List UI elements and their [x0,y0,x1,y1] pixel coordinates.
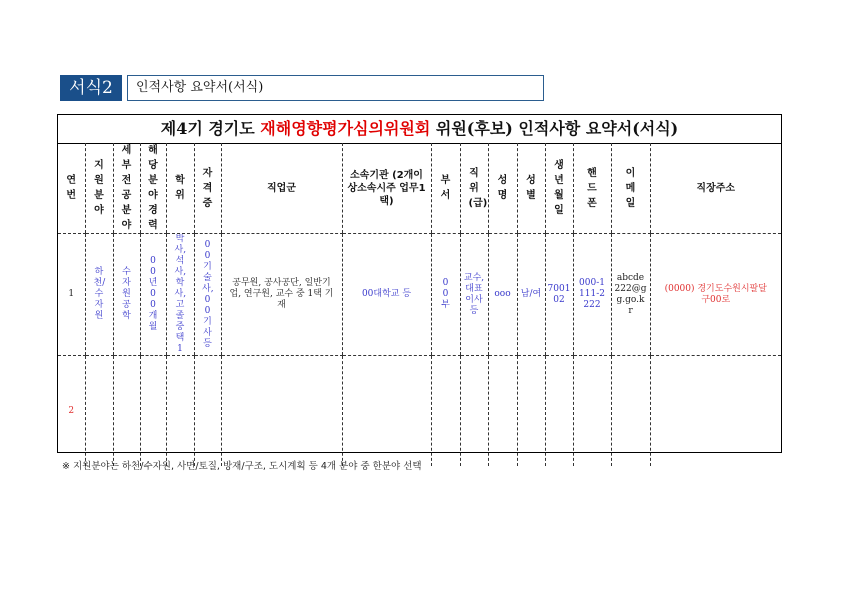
cell-empty [221,356,342,467]
cell-empty [517,356,545,467]
cell-empty [431,356,460,467]
cell-empty [85,356,113,467]
cell-empty [545,356,573,467]
footnote: ※ 지원분야는 하천/수자원, 사면/토질, 방재/구조, 도시계획 등 4개 분야 중 한분야 선택 [62,461,422,472]
cell-empty [611,356,650,467]
cell-birth: 700102 [545,234,573,356]
title-highlight: 재해영향평가심의위원회 [260,119,431,138]
cell-org: 00대학교 등 [342,234,431,356]
col-header-major: 세부전공분야 [113,143,140,234]
title-prefix: 제4기 경기도 [160,119,261,138]
col-header-position: 직위(급) [460,143,488,234]
cell-empty [460,356,488,467]
cell-no: 1 [58,234,85,356]
cell-empty [488,356,517,467]
col-header-no: 연번 [58,143,85,234]
table-row [58,356,781,467]
title-suffix: 위원(후보) 인적사항 요약서(서식) [430,119,679,138]
cell-empty [194,356,221,467]
cell-job: 공무원, 공사공단, 일반기업, 연구원, 교수 중 1택 기재 [221,234,342,356]
cell-phone: 000-1111-2222 [573,234,611,356]
col-header-address: 직장주소 [650,143,781,234]
col-header-field: 지원분야 [85,143,113,234]
col-header-license: 자격증 [194,143,221,234]
cell-degree: 박사,석사,학사,고졸중택1 [166,234,194,356]
col-header-phone: 핸드폰 [573,143,611,234]
cell-career: 00년00개월 [140,234,166,356]
cell-address: (0000) 경기도수원시팔달구00로 [650,234,781,356]
header-row [58,143,781,234]
cell-field: 하천/수자원 [85,234,113,356]
col-header-birth: 생년월일 [545,143,573,234]
cell-license: 00기술사, 00기사등 [194,234,221,356]
col-header-job: 직업군 [221,143,342,234]
cell-no: 2 [68,406,75,416]
col-header-email: 이메일 [611,143,650,234]
summary-sheet [57,114,782,453]
col-header-degree: 학위 [166,143,194,234]
document-title [58,115,781,144]
col-header-dept: 부서 [431,143,460,234]
cell-position: 교수, 대표이사등 [460,234,488,356]
cell-email: abcde222@gg.go.kr [611,234,650,356]
cell-name: ooo [488,234,517,356]
col-header-name: 성명 [488,143,517,234]
cell-empty [342,356,431,467]
col-header-gender: 성별 [517,143,545,234]
applicant-table [58,143,781,466]
cell-empty [140,356,166,467]
cell-dept: 00부 [431,234,460,356]
cell-empty [166,356,194,467]
form-number-badge: 서식2 [60,75,122,101]
cell-major: 수자원공학 [113,234,140,356]
cell-empty [573,356,611,467]
cell-gender: 남/여 [517,234,545,356]
col-header-org: 소속기관 (2개이상소속시주 업무1택) [342,143,431,234]
table-row [58,234,781,356]
cell-empty [650,356,781,467]
form-title: 인적사항 요약서(서식) [127,75,544,101]
cell-empty [113,356,140,467]
col-header-career: 해당분야경력 [140,143,166,234]
